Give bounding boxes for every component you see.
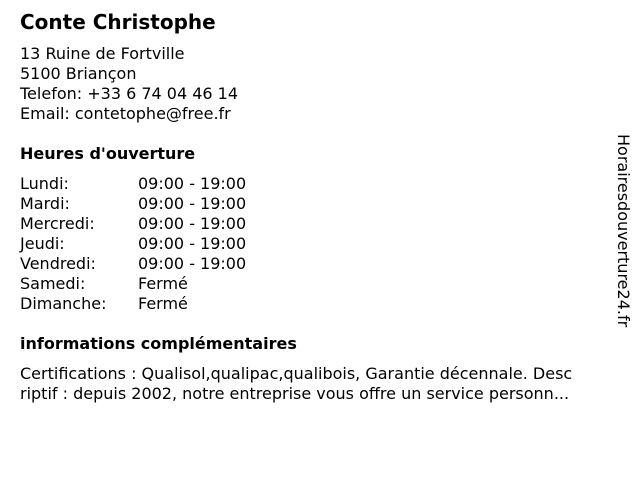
hours-row-monday: [20, 174, 246, 194]
day-hours: Fermé: [138, 274, 188, 293]
hours-row-friday: [20, 254, 246, 274]
hours-row-sunday: [20, 294, 246, 314]
day-hours: 09:00 - 19:00: [138, 214, 247, 233]
opening-hours-table: [20, 174, 246, 314]
day-label: Dimanche:: [20, 294, 107, 313]
info-line: riptif : depuis 2002, notre entreprise vous offre un service personn...: [20, 384, 570, 403]
address-city: 5100 Briançon: [20, 64, 137, 83]
day-hours: 09:00 - 19:00: [138, 254, 247, 273]
day-label: Mardi:: [20, 194, 70, 213]
business-name: Conte Christophe: [20, 10, 216, 34]
email-address: Email: contetophe@free.fr: [20, 104, 231, 123]
day-label: Vendredi:: [20, 254, 96, 273]
info-line: Certifications : Qualisol,qualipac,qualibois, Garantie décennale. Desc: [20, 364, 573, 383]
day-hours: 09:00 - 19:00: [138, 194, 247, 213]
phone-number: Telefon: +33 6 74 04 46 14: [20, 84, 239, 103]
contact-block: [20, 44, 238, 124]
day-label: Lundi:: [20, 174, 69, 193]
hours-row-saturday: [20, 274, 246, 294]
additional-info-text: [20, 364, 624, 404]
hours-row-tuesday: [20, 194, 246, 214]
additional-info-heading: informations complémentaires: [20, 334, 297, 353]
day-hours: 09:00 - 19:00: [138, 174, 247, 193]
site-watermark: Horairesdouverture24.fr: [614, 134, 633, 328]
day-label: Jeudi:: [20, 234, 65, 253]
day-hours: Fermé: [138, 294, 188, 313]
hours-row-wednesday: [20, 214, 246, 234]
hours-row-thursday: [20, 234, 246, 254]
opening-hours-heading: Heures d'ouverture: [20, 144, 196, 163]
address-street: 13 Ruine de Fortville: [20, 44, 185, 63]
day-label: Samedi:: [20, 274, 86, 293]
day-hours: 09:00 - 19:00: [138, 234, 247, 253]
day-label: Mercredi:: [20, 214, 95, 233]
